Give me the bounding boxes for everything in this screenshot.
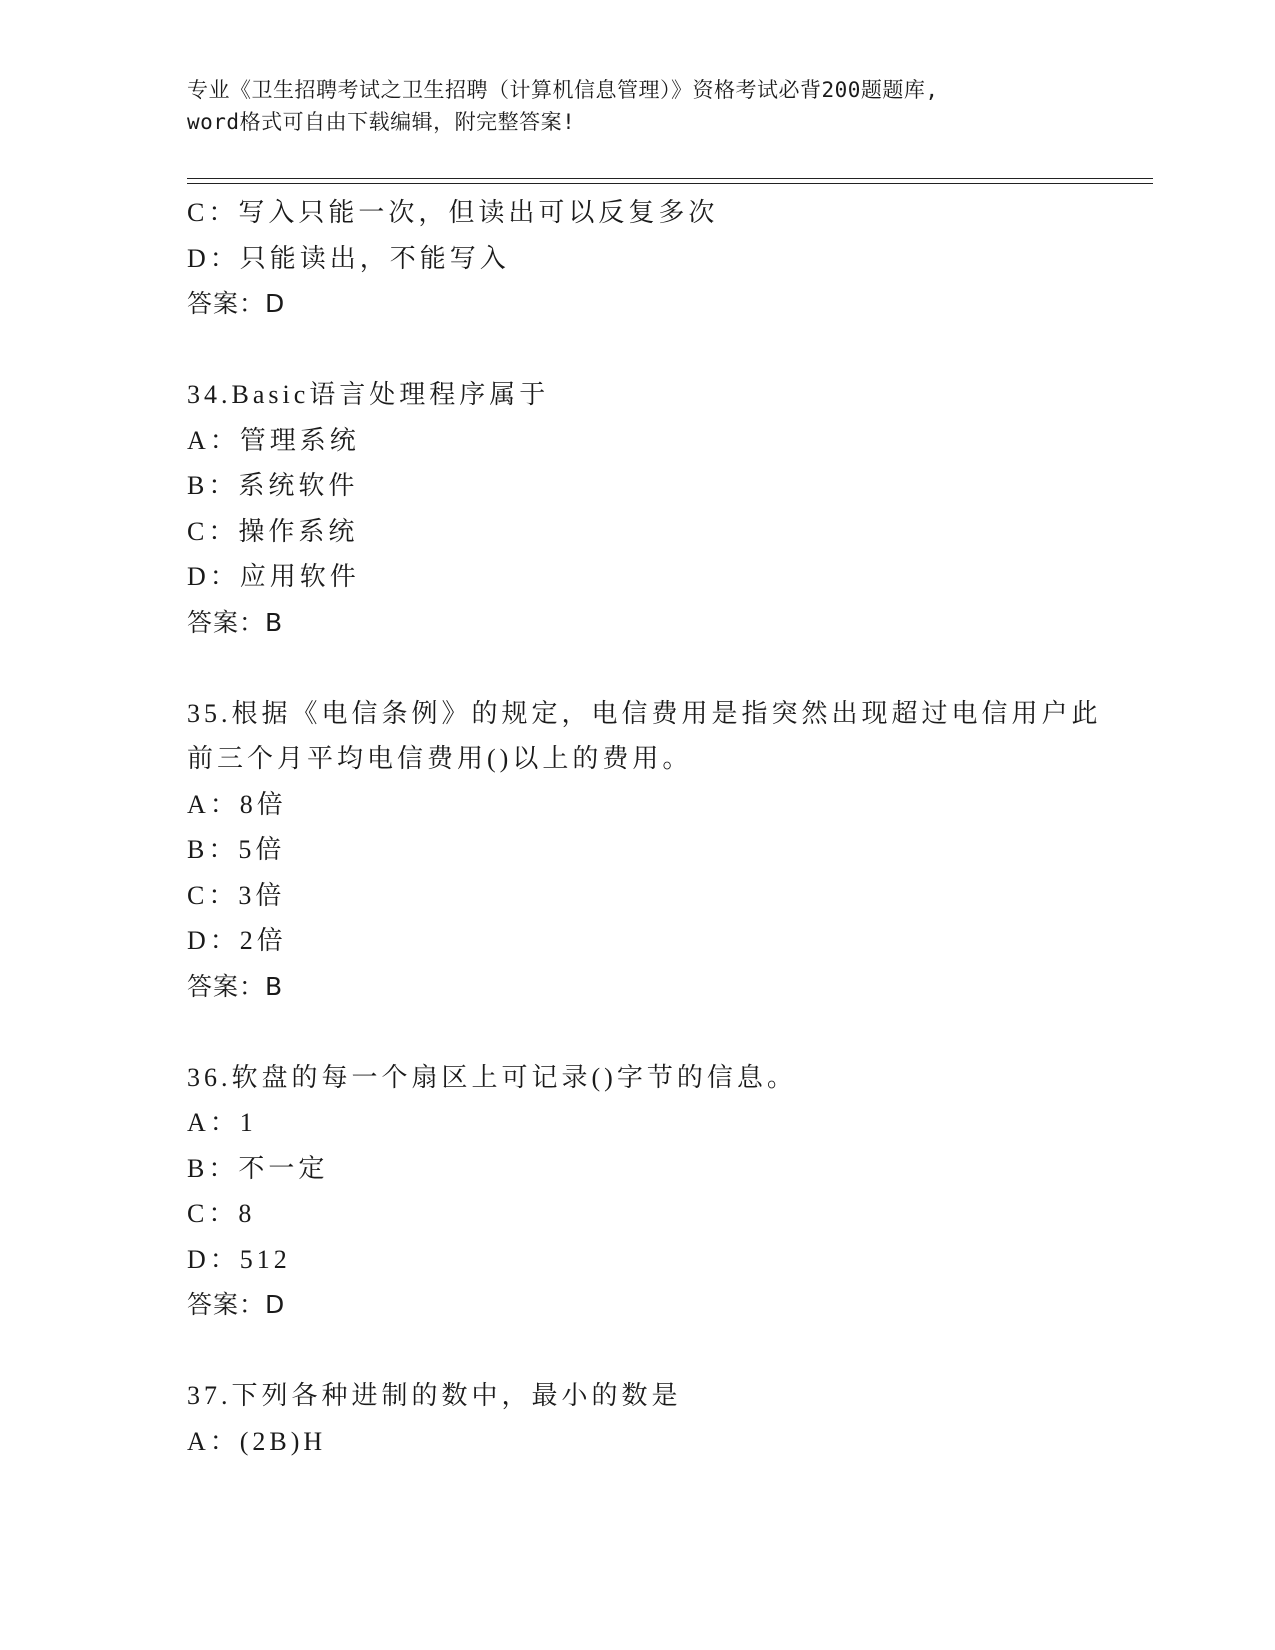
option-d: D：只能读出，不能写入 xyxy=(187,243,510,273)
question-36 xyxy=(187,1055,1087,1328)
question-33-continuation xyxy=(187,190,1087,327)
header-divider-top xyxy=(187,178,1153,179)
question-stem: 36.软盘的每一个扇区上可记录()字节的信息。 xyxy=(187,1062,797,1092)
header-divider-bottom xyxy=(187,183,1153,184)
option-a: A：8倍 xyxy=(187,789,287,819)
option-c: C：操作系统 xyxy=(187,516,359,546)
question-35 xyxy=(187,691,1102,1010)
option-a: A：(2B)H xyxy=(187,1426,327,1456)
option-b: B：系统软件 xyxy=(187,471,359,500)
question-34 xyxy=(187,372,1087,645)
option-d: D：2倍 xyxy=(187,926,287,955)
answer-line: 答案：D xyxy=(187,1290,286,1319)
option-a: A：1 xyxy=(187,1108,257,1137)
question-stem-continued: 前三个月平均电信费用()以上的费用。 xyxy=(187,744,693,773)
answer-line: 答案：B xyxy=(187,971,284,1001)
answer-line: 答案：B xyxy=(187,607,284,637)
question-stem: 35.根据《电信条例》的规定，电信费用是指突然出现超过电信用户此 xyxy=(187,698,1102,728)
question-stem: 37.下列各种进制的数中，最小的数是 xyxy=(187,1381,682,1410)
option-b: B：不一定 xyxy=(187,1153,329,1183)
option-a: A：管理系统 xyxy=(187,425,360,455)
document-header xyxy=(187,74,1087,138)
answer-line: 答案：D xyxy=(187,289,286,318)
option-c: C：写入只能一次，但读出可以反复多次 xyxy=(187,198,719,227)
header-line-1: 专业《卫生招聘考试之卫生招聘（计算机信息管理）》资格考试必背200题题库, xyxy=(187,78,939,102)
option-b: B：5倍 xyxy=(187,835,286,864)
option-c: C：3倍 xyxy=(187,880,286,910)
option-d: D：512 xyxy=(187,1244,291,1274)
question-content xyxy=(187,190,1102,1464)
question-stem: 34.Basic语言处理程序属于 xyxy=(187,380,550,409)
option-d: D：应用软件 xyxy=(187,562,360,591)
option-c: C：8 xyxy=(187,1199,256,1228)
header-line-2: word格式可自由下载编辑，附完整答案! xyxy=(187,110,576,134)
question-37 xyxy=(187,1373,1087,1464)
